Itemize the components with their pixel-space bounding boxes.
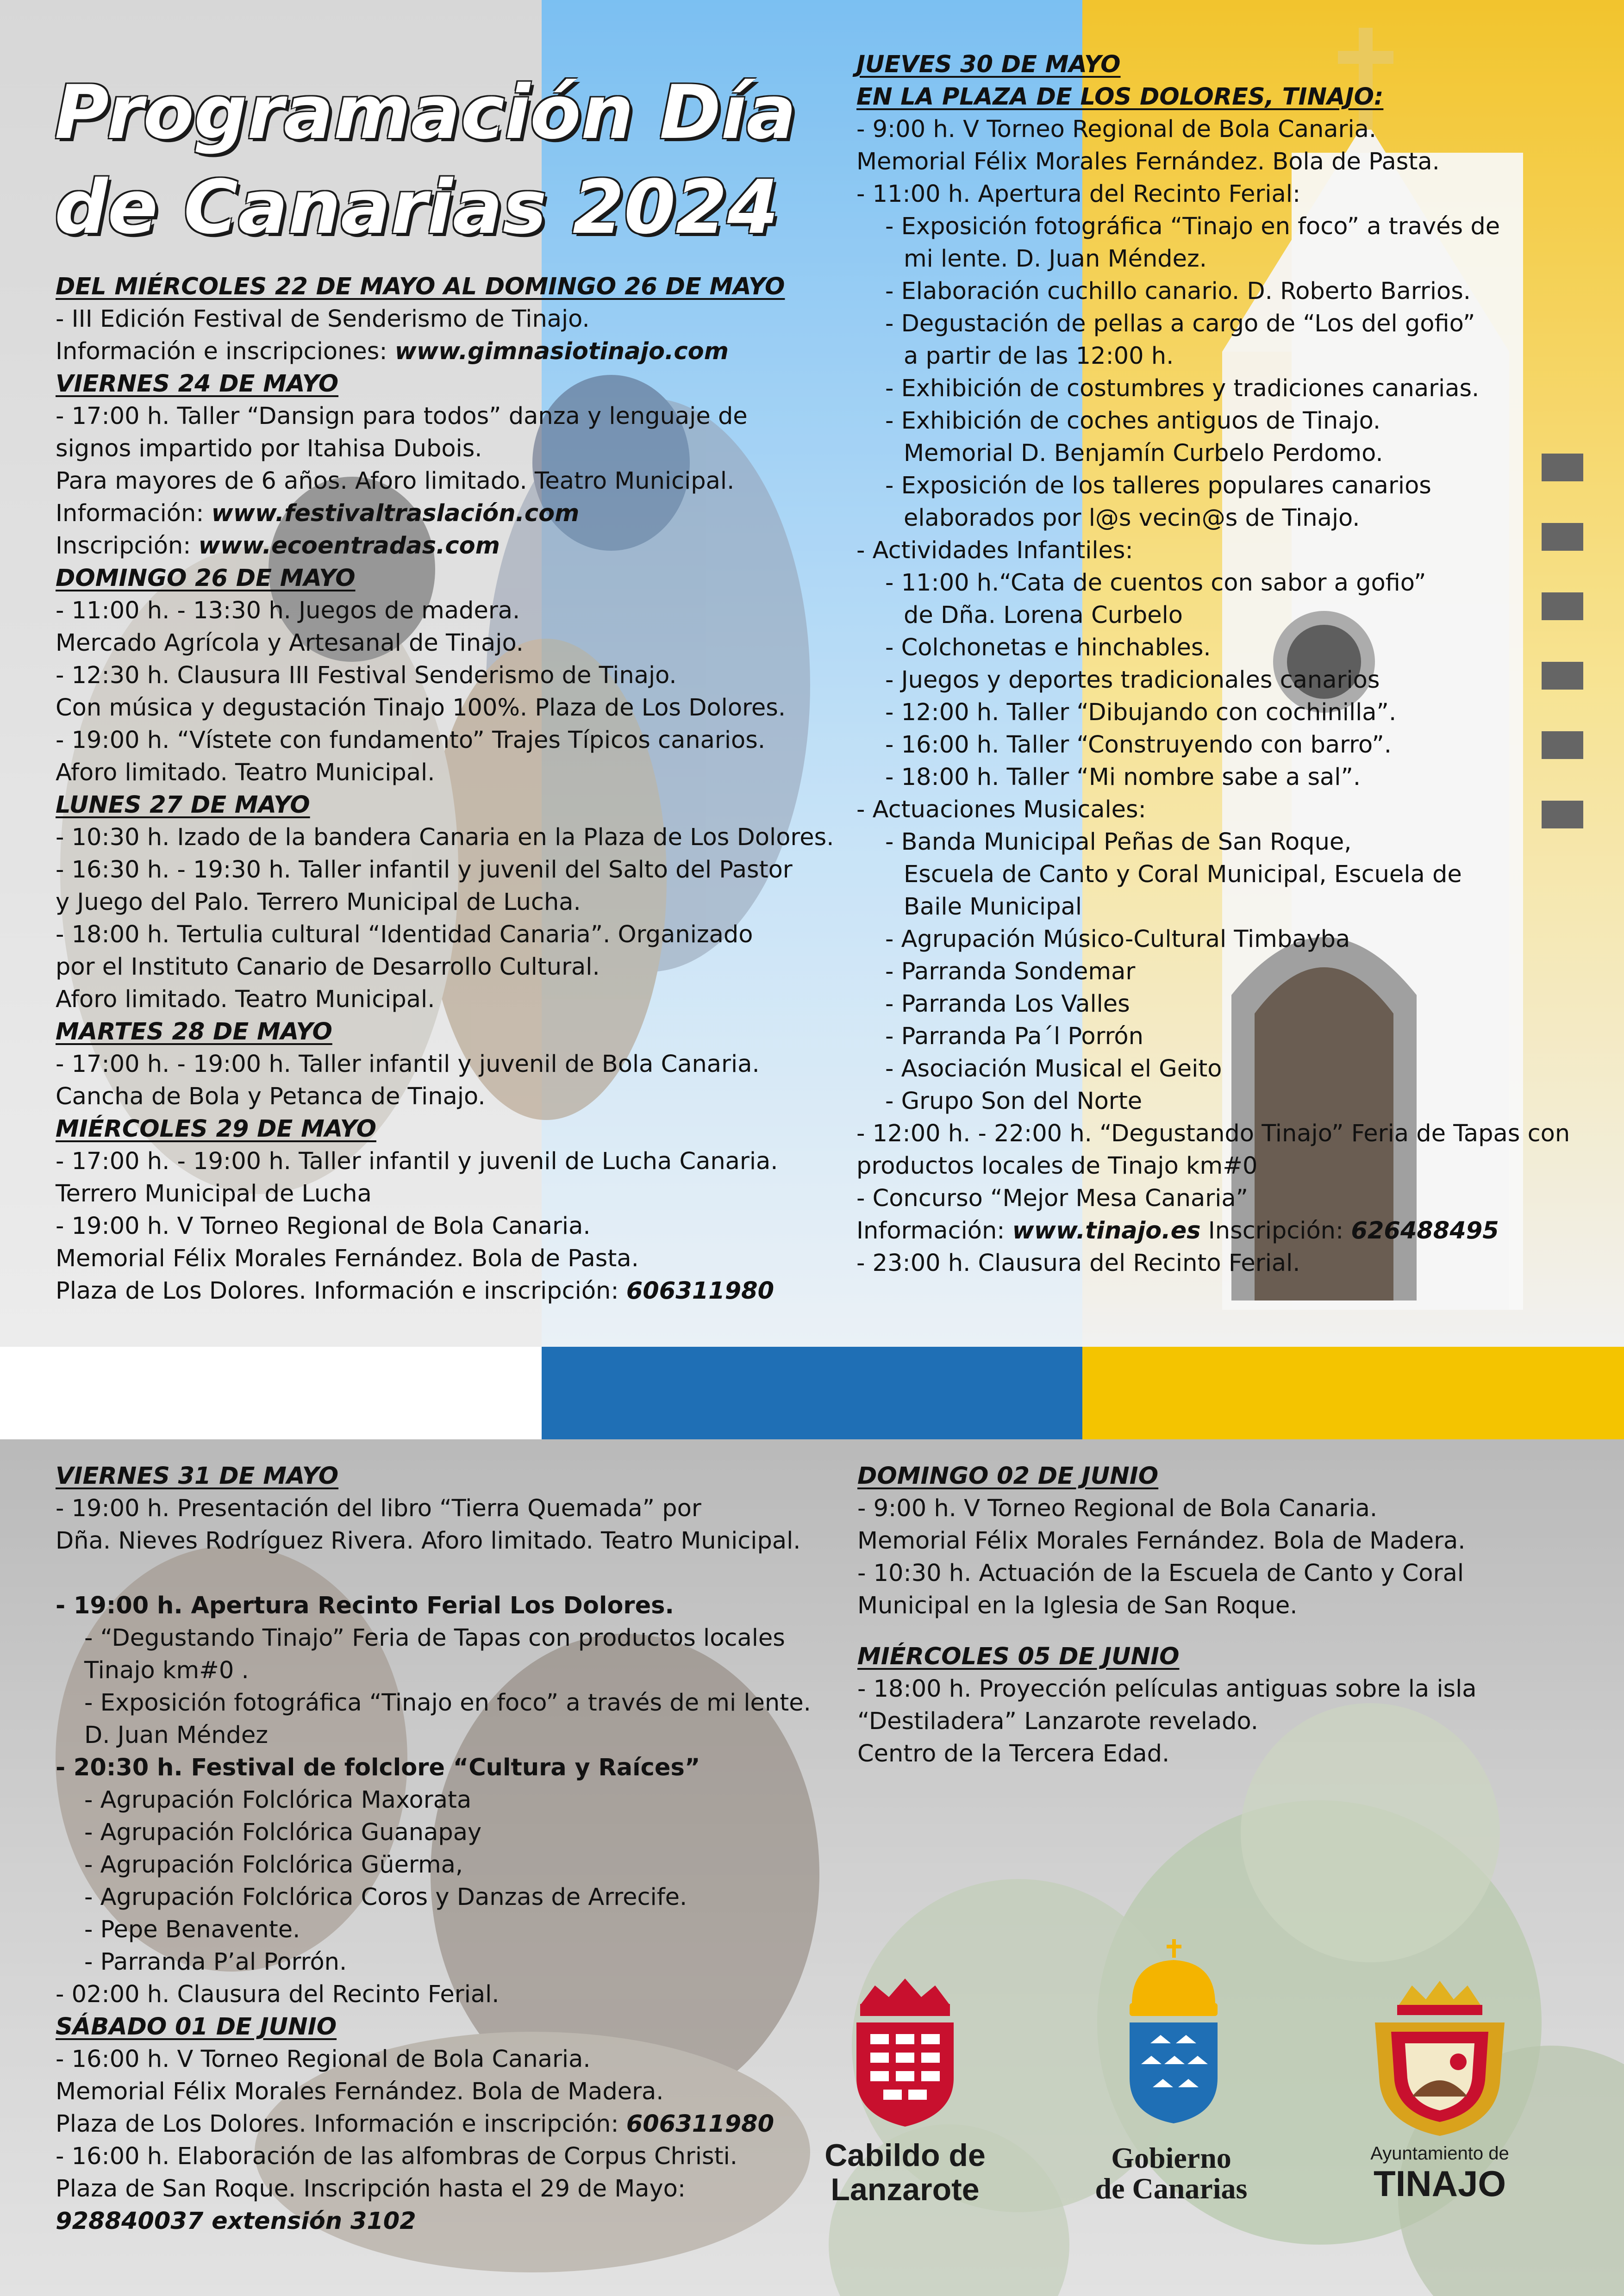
section-heading: MIÉRCOLES 29 DE MAYO [56, 1115, 376, 1143]
schedule-line: - 02:00 h. Clausura del Recinto Ferial. [56, 1981, 500, 2008]
section-heading: EN LA PLAZA DE LOS DOLORES, TINAJO: [856, 83, 1384, 111]
tinajo-coat-of-arms-icon [1366, 1981, 1514, 2138]
schedule-line: Información: www.tinajo.es Inscripción: 626488495 [856, 1217, 1499, 1244]
schedule-line: - Agrupación Folclórica Guanapay [84, 1819, 482, 1846]
schedule-line: - Grupo Son del Norte [885, 1088, 1143, 1115]
section-heading: LUNES 27 DE MAYO [56, 791, 310, 819]
schedule-line: Tinajo km#0 . [84, 1657, 249, 1684]
schedule-line: - Parranda P’al Porrón. [84, 1948, 347, 1976]
schedule-line: Plaza de Los Dolores. Información e inscripción: 606311980 [56, 2110, 775, 2138]
schedule-line: Escuela de Canto y Coral Municipal, Escuela de [904, 861, 1462, 888]
schedule-line: - 9:00 h. V Torneo Regional de Bola Canaria. [856, 116, 1377, 143]
schedule-line: - 19:00 h. Apertura Recinto Ferial Los Dolores. [56, 1592, 674, 1619]
website-link[interactable]: www.ecoentradas.com [198, 532, 500, 560]
schedule-left-top [56, 271, 834, 1307]
title-line-2: de Canarias 2024 [55, 164, 779, 250]
section-heading: VIERNES 24 DE MAYO [56, 370, 339, 398]
schedule-line: signos impartido por Itahisa Dubois. [56, 435, 482, 462]
schedule-line: Baile Municipal [904, 893, 1082, 921]
schedule-line: - Agrupación Folclórica Güerma, [84, 1851, 463, 1879]
section-heading: DOMINGO 02 DE JUNIO [857, 1462, 1159, 1490]
schedule-line: Memorial Félix Morales Fernández. Bola de Madera. [857, 1527, 1466, 1555]
schedule-line: Terrero Municipal de Lucha [56, 1180, 372, 1207]
schedule-line: - 16:00 h. Elaboración de las alfombras de Corpus Christi. [56, 2143, 737, 2170]
schedule-right-bottom [857, 1460, 1477, 1770]
schedule-line: - 16:00 h. V Torneo Regional de Bola Canaria. [56, 2046, 591, 2073]
section-heading: DEL MIÉRCOLES 22 DE MAYO AL DOMINGO 26 DE MAYO [56, 273, 785, 300]
schedule-line: Centro de la Tercera Edad. [857, 1740, 1170, 1767]
website-link[interactable]: www.gimnasiotinajo.com [394, 338, 729, 365]
schedule-line: - Parranda Sondemar [885, 958, 1136, 985]
schedule-line: - Parranda Los Valles [885, 990, 1130, 1018]
schedule-line: Memorial D. Benjamín Curbelo Perdomo. [904, 440, 1383, 467]
schedule-line: Mercado Agrícola y Artesanal de Tinajo. [56, 629, 524, 657]
schedule-line: Dña. Nieves Rodríguez Rivera. Aforo limitado. Teatro Municipal. [56, 1527, 801, 1555]
schedule-line: Para mayores de 6 años. Aforo limitado. Teatro Municipal. [56, 467, 735, 495]
schedule-line: elaborados por l@s vecin@s de Tinajo. [904, 504, 1360, 532]
schedule-line: Cancha de Bola y Petanca de Tinajo. [56, 1083, 486, 1110]
schedule-line: - 18:00 h. Proyección películas antiguas sobre la isla [857, 1675, 1477, 1703]
schedule-line: Con música y degustación Tinajo 100%. Plaza de Los Dolores. [56, 694, 786, 722]
title-line-1: Programación Día [55, 69, 797, 156]
schedule-line: - Degustación de pellas a cargo de “Los del gofio” [885, 310, 1475, 337]
gobierno-canarias-crest-icon [1120, 1939, 1227, 2124]
schedule-line: - Banda Municipal Peñas de San Roque, [885, 828, 1352, 856]
schedule-line: D. Juan Méndez [84, 1722, 269, 1749]
schedule-line: - 10:30 h. Izado de la bandera Canaria en la Plaza de Los Dolores. [56, 824, 834, 851]
schedule-line: - 12:30 h. Clausura III Festival Senderismo de Tinajo. [56, 662, 677, 689]
phone-number: 626488495 [1351, 1217, 1499, 1244]
schedule-line: - Asociación Musical el Geito [885, 1055, 1222, 1083]
schedule-line: - “Degustando Tinajo” Feria de Tapas con productos locales [84, 1624, 785, 1652]
schedule-line: - Elaboración cuchillo canario. D. Roberto Barrios. [885, 278, 1471, 305]
schedule-line: - Exhibición de coches antiguos de Tinajo. [885, 407, 1381, 435]
schedule-line: - 12:00 h. - 22:00 h. “Degustando Tinajo” Feria de Tapas con [856, 1120, 1570, 1147]
section-heading: MIÉRCOLES 05 DE JUNIO [857, 1643, 1180, 1670]
gobierno-logo-text: Gobierno de Canarias [1095, 2141, 1248, 2205]
schedule-line: - 20:30 h. Festival de folclore “Cultura y Raíces” [56, 1754, 700, 1781]
schedule-line: - Colchonetas e hinchables. [885, 634, 1211, 661]
schedule-line: - Juegos y deportes tradicionales canarios [885, 666, 1380, 694]
schedule-line: - 17:00 h. - 19:00 h. Taller infantil y juvenil de Lucha Canaria. [56, 1148, 778, 1175]
schedule-line: - Exposición fotográfica “Tinajo en foco” a través de mi lente. [84, 1689, 811, 1717]
schedule-line: - Actuaciones Musicales: [856, 796, 1146, 823]
schedule-line: “Destiladera” Lanzarote revelado. [857, 1708, 1259, 1735]
section-heading: VIERNES 31 DE MAYO [56, 1462, 339, 1490]
schedule-line: - Agrupación Folclórica Coros y Danzas de Arrecife. [84, 1884, 687, 1911]
poster-title [55, 65, 796, 255]
schedule-line: Información: www.festivaltraslación.com [56, 500, 580, 527]
schedule-left-bottom [56, 1460, 811, 2238]
schedule-line: - 10:30 h. Actuación de la Escuela de Canto y Coral [857, 1560, 1464, 1587]
schedule-line: - 16:30 h. - 19:30 h. Taller infantil y juvenil del Salto del Pastor [56, 856, 793, 884]
schedule-line: Información e inscripciones: www.gimnasiotinajo.com [56, 338, 729, 365]
schedule-line: - 19:00 h. “Vístete con fundamento” Trajes Típicos canarios. [56, 727, 766, 754]
schedule-line: Aforo limitado. Teatro Municipal. [56, 759, 435, 786]
schedule-line: de Dña. Lorena Curbelo [904, 602, 1183, 629]
schedule-line: - 23:00 h. Clausura del Recinto Ferial. [856, 1250, 1300, 1277]
phone-number: 928840037 extensión 3102 [56, 2208, 416, 2235]
schedule-line: - 18:00 h. Taller “Mi nombre sabe a sal”. [885, 764, 1361, 791]
schedule-line: productos locales de Tinajo km#0 [856, 1152, 1258, 1180]
schedule-line: - 9:00 h. V Torneo Regional de Bola Canaria. [857, 1495, 1378, 1522]
schedule-line: por el Instituto Canario de Desarrollo Cultural. [56, 953, 600, 981]
schedule-line: - Parranda Pa´l Porrón [885, 1023, 1143, 1050]
schedule-line: - 12:00 h. Taller “Dibujando con cochinilla”. [885, 699, 1397, 726]
section-heading: DOMINGO 26 DE MAYO [56, 565, 356, 592]
cabildo-lanzarote-shield-icon [847, 1976, 963, 2129]
section-heading: JUEVES 30 DE MAYO [856, 51, 1121, 78]
schedule-line: Inscripción: www.ecoentradas.com [56, 532, 500, 560]
schedule-line: - 11:00 h.“Cata de cuentos con sabor a gofio” [885, 569, 1426, 597]
phone-number: 606311980 [626, 2110, 775, 2138]
tinajo-logo-text: Ayuntamiento de TINAJO [1370, 2143, 1509, 2204]
schedule-line: - Agrupación Músico-Cultural Timbayba [885, 926, 1350, 953]
schedule-line: - Pepe Benavente. [84, 1916, 300, 1943]
schedule-line: - Concurso “Mejor Mesa Canaria” [856, 1185, 1249, 1212]
phone-number: 606311980 [626, 1277, 775, 1305]
schedule-line: Memorial Félix Morales Fernández. Bola de Pasta. [856, 148, 1440, 175]
schedule-line: - 19:00 h. Presentación del libro “Tierra Quemada” por [56, 1495, 701, 1522]
schedule-line: Plaza de San Roque. Inscripción hasta el 29 de Mayo: [56, 2175, 686, 2203]
website-link[interactable]: www.festivaltraslación.com [211, 500, 580, 527]
schedule-line: - III Edición Festival de Senderismo de Tinajo. [56, 305, 590, 333]
schedule-line: - Exposición de los talleres populares canarios [885, 472, 1431, 499]
schedule-line: a partir de las 12:00 h. [904, 342, 1174, 370]
cabildo-logo-text: Cabildo de Lanzarote [824, 2138, 986, 2207]
section-heading: MARTES 28 DE MAYO [56, 1018, 332, 1045]
schedule-line: mi lente. D. Juan Méndez. [904, 245, 1207, 273]
schedule-line: - 11:00 h. - 13:30 h. Juegos de madera. [56, 597, 520, 624]
schedule-line: Municipal en la Iglesia de San Roque. [857, 1592, 1298, 1619]
schedule-line: - 11:00 h. Apertura del Recinto Ferial: [856, 180, 1301, 208]
schedule-line: Memorial Félix Morales Fernández. Bola de Madera. [56, 2078, 664, 2105]
schedule-line: - 18:00 h. Tertulia cultural “Identidad Canaria”. Organizado [56, 921, 753, 948]
schedule-line: - 16:00 h. Taller “Construyendo con barro”. [885, 731, 1392, 759]
schedule-line: Memorial Félix Morales Fernández. Bola de Pasta. [56, 1245, 639, 1272]
schedule-line: y Juego del Palo. Terrero Municipal de Lucha. [56, 889, 581, 916]
schedule-line: - 17:00 h. Taller “Dansign para todos” danza y lenguaje de [56, 403, 748, 430]
schedule-line: - 19:00 h. V Torneo Regional de Bola Canaria. [56, 1213, 591, 1240]
schedule-line: - 17:00 h. - 19:00 h. Taller infantil y juvenil de Bola Canaria. [56, 1051, 760, 1078]
schedule-line: - Exposición fotográfica “Tinajo en foco” a través de [885, 213, 1500, 240]
website-link[interactable]: www.tinajo.es [1012, 1217, 1201, 1244]
section-heading: SÁBADO 01 DE JUNIO [56, 2013, 337, 2041]
schedule-line: Aforo limitado. Teatro Municipal. [56, 986, 435, 1013]
schedule-right-top [856, 49, 1570, 1280]
schedule-line: Plaza de Los Dolores. Información e inscripción: 606311980 [56, 1277, 775, 1305]
schedule-line: - Exhibición de costumbres y tradiciones canarias. [885, 375, 1480, 402]
schedule-line: - Actividades Infantiles: [856, 537, 1133, 564]
schedule-line: - Agrupación Folclórica Maxorata [84, 1786, 472, 1814]
